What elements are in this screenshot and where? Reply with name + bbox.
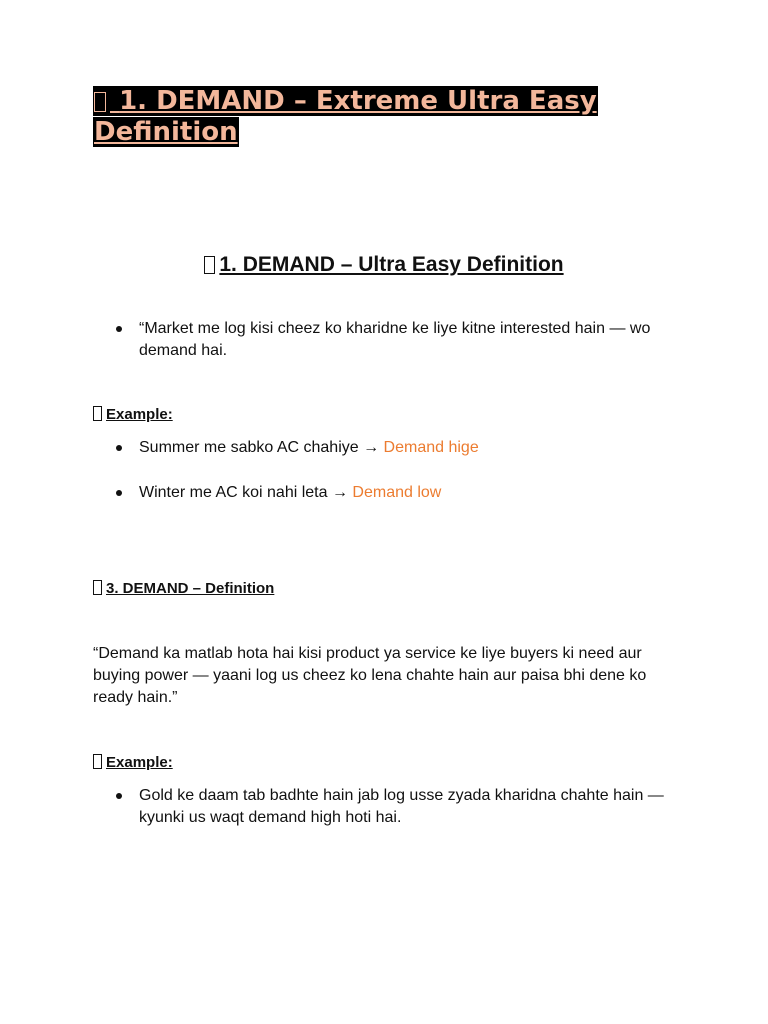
missing-glyph-box-icon <box>204 256 215 274</box>
document-title-text: 1. DEMAND – Extreme Ultra Easy Definition <box>94 86 597 147</box>
section3-heading-text: 3. DEMAND – Definition <box>106 580 275 597</box>
example1-item-highlight: Demand hige <box>383 439 479 456</box>
missing-glyph-box-icon <box>93 754 102 769</box>
example1-label <box>93 405 173 425</box>
list-item <box>0 437 768 459</box>
bullet-icon <box>116 445 122 451</box>
document-title <box>93 86 663 148</box>
section1-bullet-text: “Market me log kisi cheez ko kharidne ke liye kitne interested hain — wo demand hai. <box>139 320 651 359</box>
list-item <box>0 785 768 829</box>
example2-label-text: Example: <box>106 754 173 771</box>
missing-glyph-box-icon <box>94 92 106 112</box>
example1-label-text: Example: <box>106 406 173 423</box>
missing-glyph-box-icon <box>93 406 102 421</box>
example1-item-text: Summer me sabko AC chahiye → <box>139 439 384 456</box>
example1-item-text: Winter me AC koi nahi leta → <box>139 484 353 501</box>
section3-heading <box>93 579 274 599</box>
list-item <box>0 318 768 362</box>
example2-item-text: Gold ke daam tab badhte hain jab log usse zyada kharidna chahte hain — kyunki us waqt demand high hoti hai. <box>139 787 664 826</box>
list-item <box>0 482 768 504</box>
section3-paragraph: “Demand ka matlab hota hai kisi product ya service ke liye buyers ki need aur buying power — yaani log us cheez ko lena chahte hain aur paisa bhi dene ko ready hain.” <box>93 645 647 706</box>
bullet-icon <box>116 326 122 332</box>
bullet-icon <box>116 490 122 496</box>
example1-list <box>0 437 768 459</box>
example2-label <box>93 753 173 773</box>
missing-glyph-box-icon <box>93 580 102 595</box>
example1-list <box>0 482 768 504</box>
example2-list <box>0 785 768 829</box>
bullet-icon <box>116 793 122 799</box>
section1-heading-text: 1. DEMAND – Ultra Easy Definition <box>219 253 564 276</box>
example1-item-highlight: Demand low <box>352 484 442 501</box>
section1-bullet-list <box>0 318 768 362</box>
section1-heading <box>0 251 768 279</box>
